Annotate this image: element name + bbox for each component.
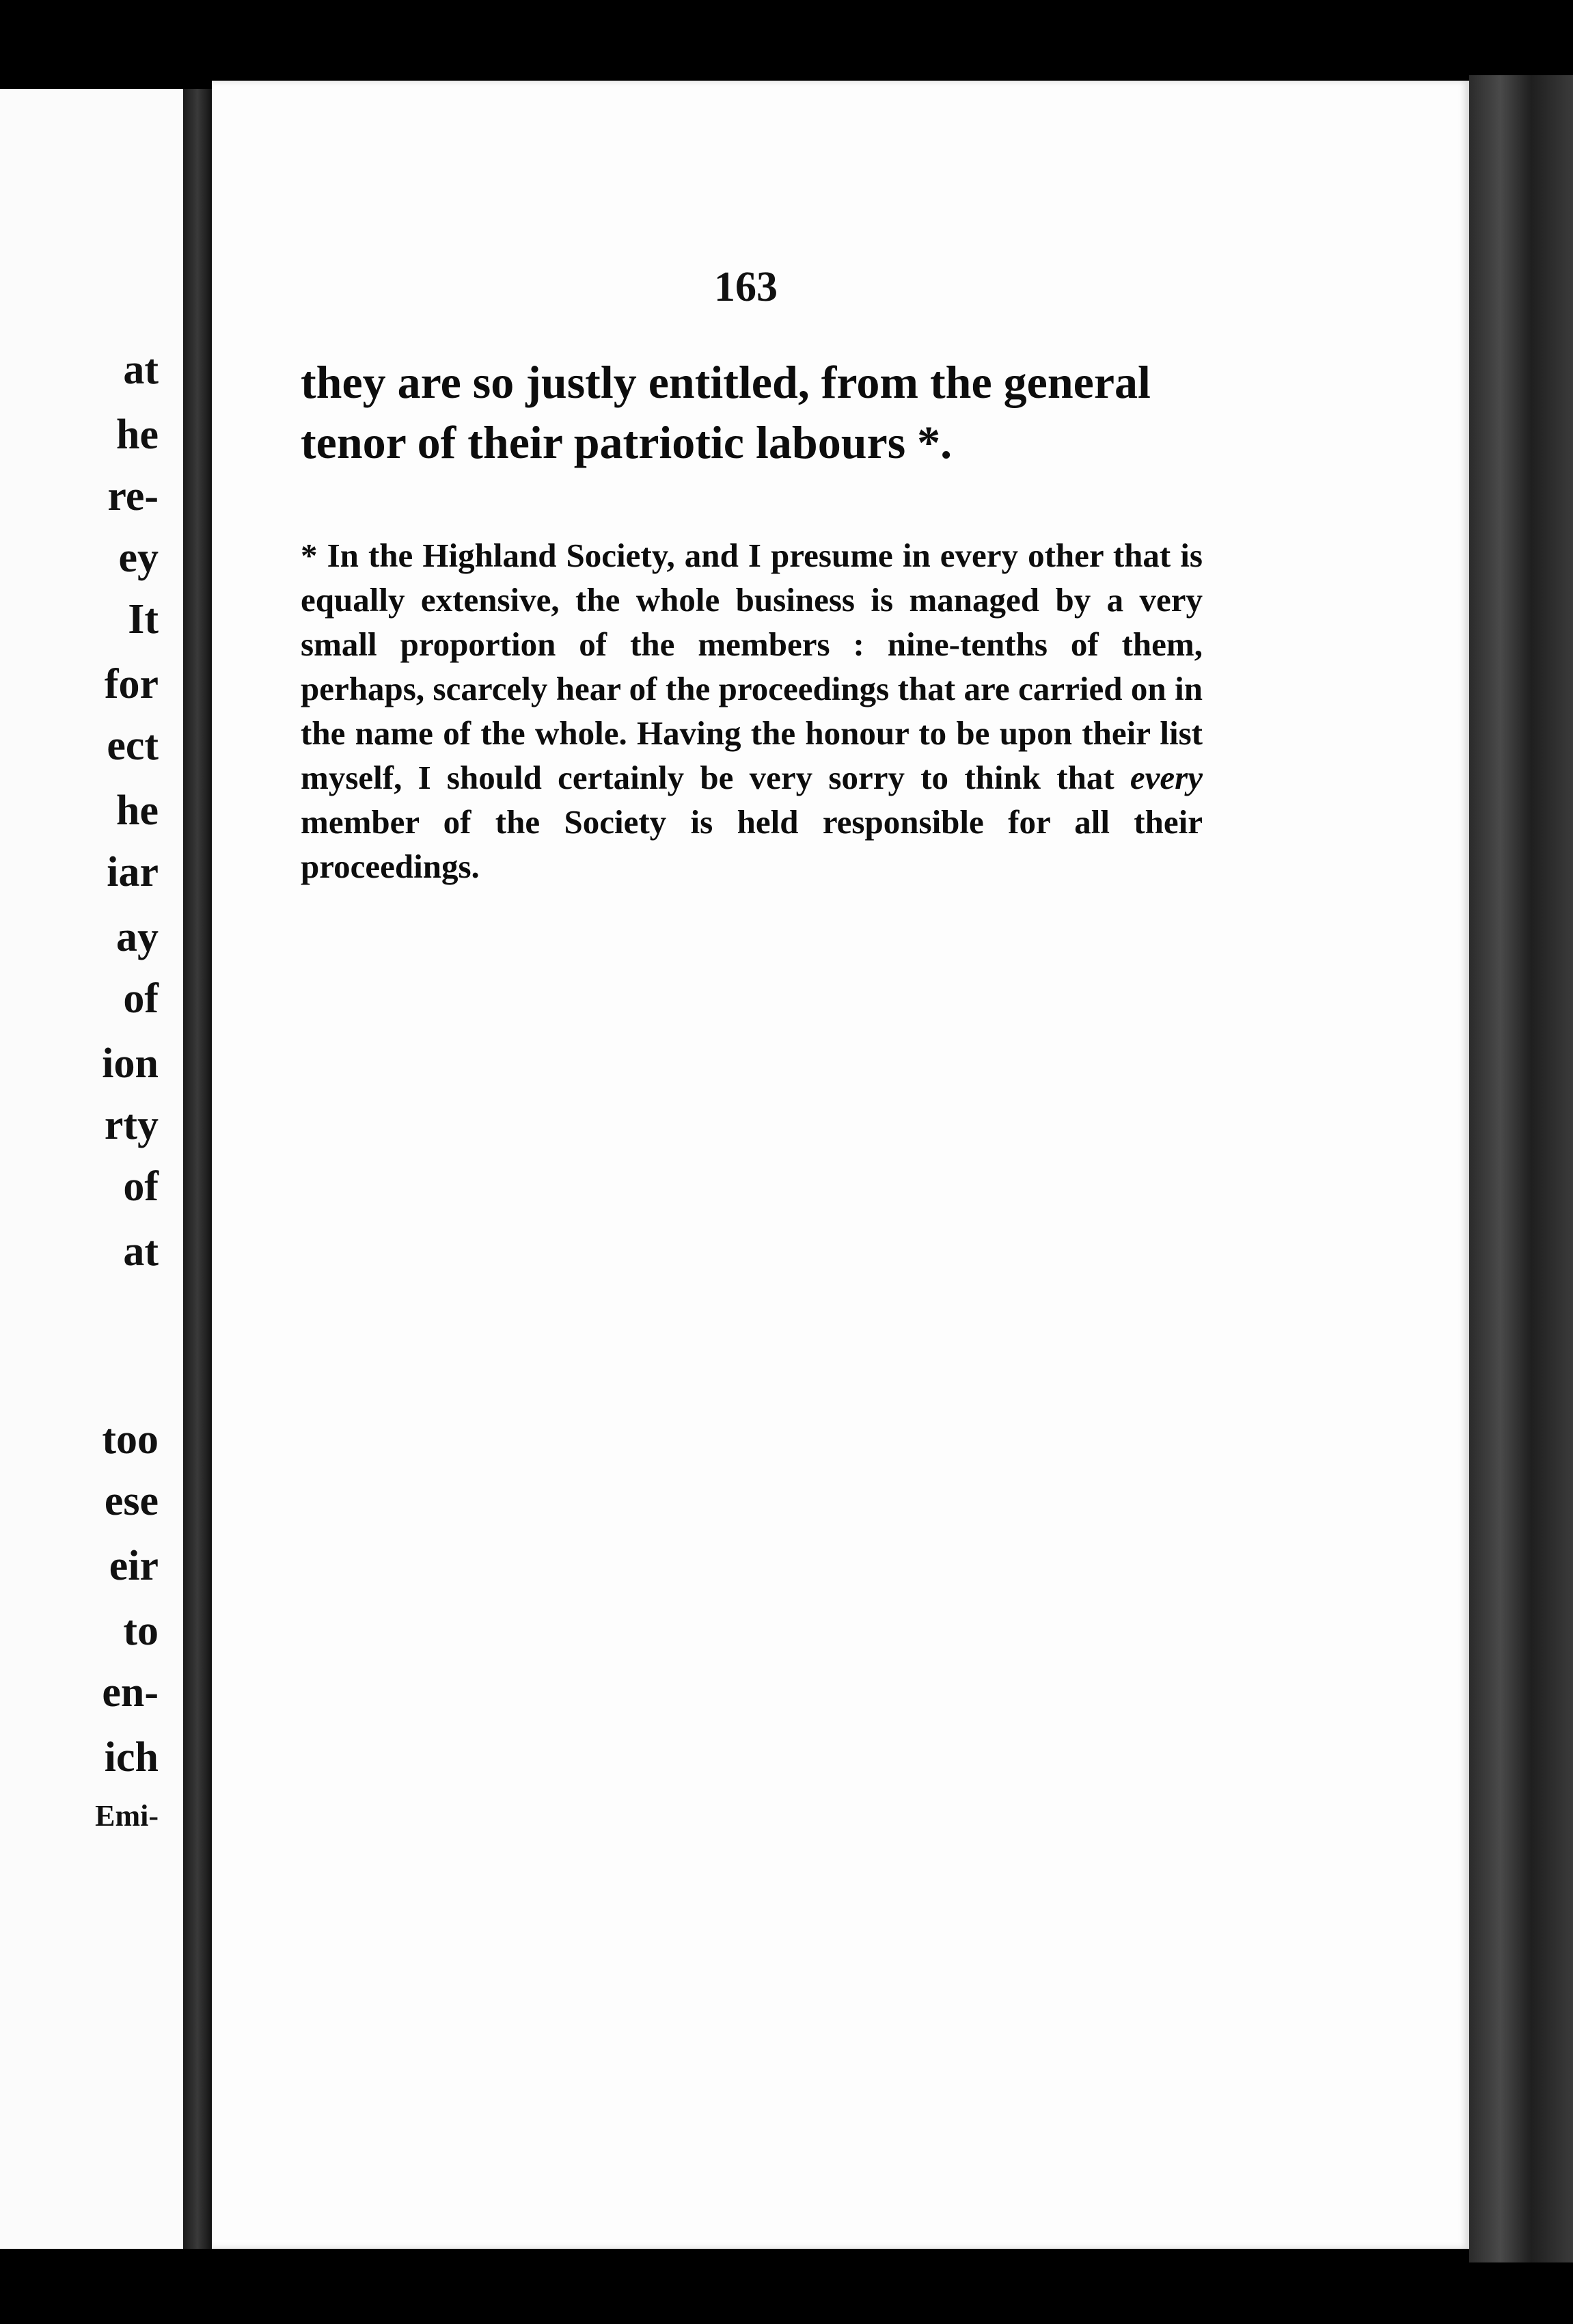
left-page-fragment: en-: [102, 1669, 159, 1716]
left-page-fragment: to: [123, 1608, 159, 1654]
left-page-fragment: he: [116, 411, 159, 458]
book-spine: [183, 89, 212, 2249]
left-page-fragment: rty: [104, 1102, 159, 1148]
left-page-fragment: he: [116, 787, 159, 834]
left-page-fragment: ich: [104, 1734, 159, 1781]
left-page-fragment: eir: [109, 1543, 159, 1589]
left-page-fragment: Emi-: [95, 1799, 159, 1833]
left-page-fragment: re-: [107, 473, 159, 519]
left-page-fragment: for: [104, 661, 159, 707]
footnote-text-end: member of the Society is held responsible for all their proceedings.: [301, 803, 1203, 885]
body-line: tenor of their patriotic labours *.: [301, 416, 953, 468]
footnote-emphasis: every: [1130, 759, 1203, 796]
left-page-fragment: ese: [104, 1478, 159, 1524]
left-page-fragment: too: [102, 1416, 159, 1463]
body-text: [301, 352, 1203, 472]
footnote-text-start: * In the Highland Society, and I presume in every other that is equally extensive, the whole business is managed by a very small proportion of the members : nine-tenths of them, perhaps, scarcely hear of the proceedings that are carried on in the name of the whole. Having the honour to be upon their list myself, I should certainly be very sorry to think that: [301, 537, 1203, 796]
body-line: they are so justly entitled, from the general: [301, 356, 1151, 408]
left-page-fragment: ay: [116, 914, 159, 960]
left-page-fragment: ey: [118, 535, 159, 581]
left-page: [0, 89, 183, 2249]
left-page-fragment: of: [123, 975, 159, 1022]
footnote-text: [301, 533, 1203, 889]
left-page-fragment: It: [128, 596, 159, 643]
left-page-fragment: iar: [107, 849, 159, 895]
left-page-fragment: of: [123, 1163, 159, 1210]
left-page-fragment: at: [123, 1228, 159, 1275]
left-page-fragment: at: [123, 347, 159, 393]
footnote: [301, 533, 1203, 889]
page-number: 163: [714, 264, 778, 310]
left-page-fragment: ect: [107, 722, 159, 769]
page-edges: [1469, 75, 1573, 2262]
left-page-fragment: ion: [102, 1040, 159, 1087]
